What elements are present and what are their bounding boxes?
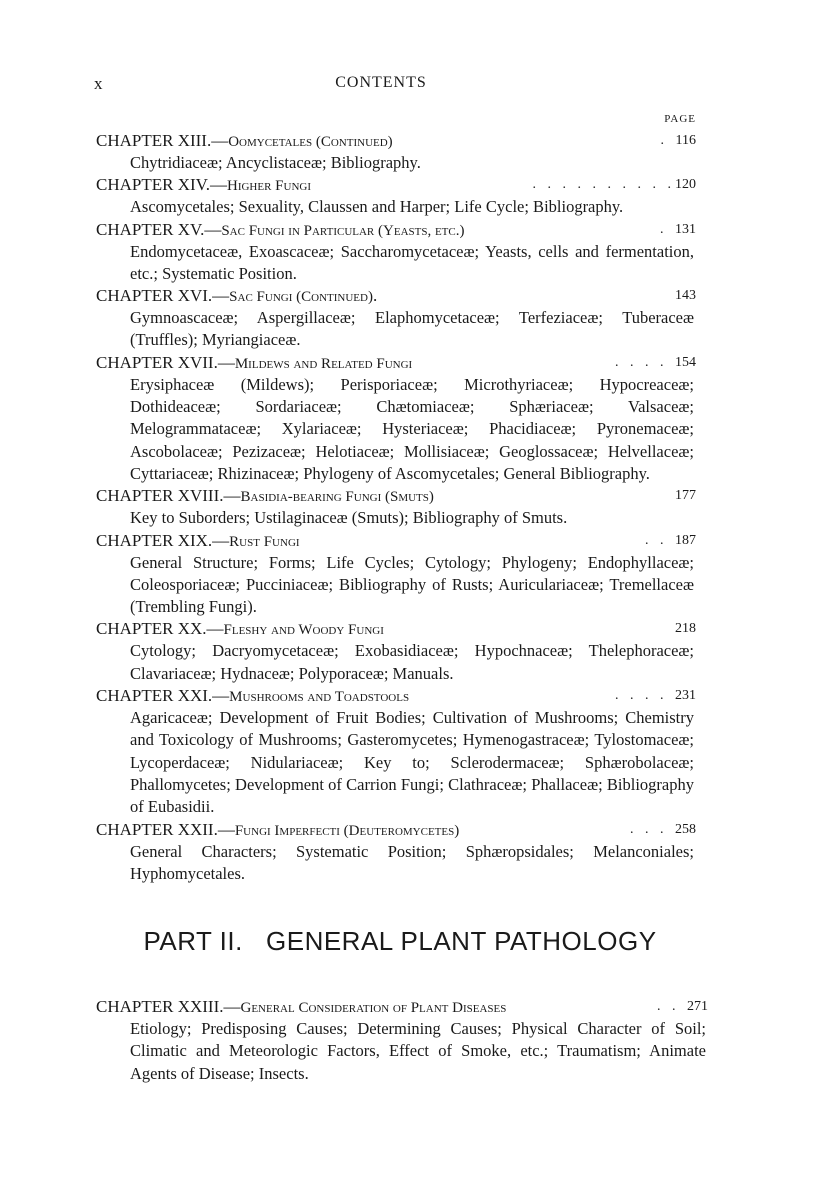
chapter-label: CHAPTER XIV.—: [96, 175, 227, 195]
chapter-label: CHAPTER XXII.—: [96, 819, 235, 839]
leader-dots: . . .: [630, 821, 675, 837]
toc-entry: [96, 174, 696, 218]
chapter-page: . . . . 154: [615, 354, 696, 370]
leader-dots: . . . .: [615, 354, 675, 370]
chapter-title: Fungi Imperfecti (Deuteromycetes): [234, 822, 460, 839]
toc-entry: [96, 285, 696, 352]
chapter-label: CHAPTER XVII.—: [96, 352, 235, 372]
chapter-contents: General Structure; Forms; Life Cycles; Cytology; Phylogeny; Endophyllaceæ; Coleosporiaceæ; Pucciniaceæ; Bibliography of Rusts; Auriculariaceæ; Tremellaceæ (Trembling Fungi).: [130, 552, 694, 617]
chapter-heading: [96, 685, 696, 707]
chapter-heading: CHAPTER XVI.—Sac Fungi (Continued). 143: [96, 286, 696, 306]
chapter-heading: [96, 352, 696, 374]
chapter-title: Mushrooms and Toadstools: [229, 689, 410, 706]
chapter-contents: Chytridiaceæ; Ancyclistaceæ; Bibliography.: [130, 153, 421, 172]
chapter-heading: [96, 485, 696, 507]
leader-dots: .: [660, 133, 676, 148]
chapter-label: CHAPTER XXIII.—: [96, 997, 241, 1016]
chapter-contents: Cytology; Dacryomycetaceæ; Exobasidiaceæ; Hypochnaceæ; Thelephoraceæ; Clavariaceæ; Hydnaceæ; Polyporaceæ; Manuals.: [130, 641, 694, 683]
leader-dots: .: [660, 221, 675, 237]
chapter-title: Basidia-bearing Fungi (Smuts): [240, 489, 434, 506]
chapter-title: Rust Fungi: [229, 533, 300, 550]
chapter-contents: Ascomycetales; Sexuality, Claussen and Harper; Life Cycle; Bibliography.: [130, 197, 624, 217]
toc-entry: [96, 996, 708, 1085]
chapter-label: CHAPTER XIII.—: [96, 131, 229, 150]
toc-entry: [96, 130, 696, 174]
chapter-contents: Gymnoascaceæ; Aspergillaceæ; Elaphomycetaceæ; Terfeziaceæ; Tuberaceæ (Truffles); Myriangiaceæ.: [130, 308, 694, 350]
chapter-title: Oomycetales (Continued): [228, 134, 393, 150]
chapter-title: General Consideration of Plant Diseases: [240, 1000, 507, 1016]
chapter-label: CHAPTER XX.—: [96, 619, 224, 639]
running-head: [94, 74, 668, 98]
chapter-title: Sac Fungi in Particular (Yeasts, etc.): [221, 222, 465, 239]
part-toc-list: [96, 996, 708, 1085]
chapter-label: CHAPTER XVIII.—: [96, 486, 241, 506]
chapter-label: CHAPTER XV.—: [96, 219, 222, 239]
chapter-contents: Etiology; Predisposing Causes; Determining Causes; Physical Character of Soil; Climatic and Meteorologic Factors, Effect of Smoke, etc.; Traumatism; Animate Agents of Disease; Insects.: [130, 1019, 706, 1083]
chapter-heading: [96, 996, 708, 1018]
chapter-heading: [96, 819, 696, 841]
leader-dots: . . . . . . . . . .: [532, 177, 675, 193]
chapter-page: 218: [675, 621, 696, 637]
toc-entry: [96, 352, 696, 485]
chapter-heading: [96, 219, 696, 241]
toc-entry: [96, 685, 696, 818]
chapter-heading: [96, 174, 696, 196]
part-heading: [0, 926, 800, 957]
part-number: PART II.: [143, 926, 243, 956]
leader-dots: . .: [657, 999, 687, 1014]
page-column-label: PAGE: [664, 113, 696, 125]
chapter-label: CHAPTER XXI.—: [96, 686, 230, 706]
chapter-page: . . . 258: [630, 821, 696, 837]
chapter-page: . . 187: [645, 532, 696, 548]
chapter-contents: Agaricaceæ; Development of Fruit Bodies; Cultivation of Mushrooms; Chemistry and Toxicology of Mushrooms; Gasteromycetes; Hymenogastraceæ; Tylostomaceæ; Lycoperdaceæ; Nidulariaceæ; Key to; Sclerodermaceæ; Sphærobolaceæ; Phallomycetes; Development of Carrion Fungi; Clathraceæ; Phallaceæ; Bibliography of Eubasidii.: [130, 708, 694, 817]
leader-dots: . . . .: [615, 688, 675, 704]
chapter-heading: [96, 530, 696, 552]
chapter-heading: [96, 130, 696, 152]
chapter-title: Mildews and Related Fungi: [234, 355, 413, 372]
chapter-page: . . 271: [657, 999, 708, 1014]
toc-entry: [96, 530, 696, 619]
leader-dots: . .: [645, 532, 675, 548]
chapter-page: . . . . 231: [615, 688, 696, 704]
chapter-page: 177: [675, 488, 696, 504]
chapter-page: . 116: [660, 133, 696, 148]
toc-entry: [96, 618, 696, 685]
toc-entry: [96, 219, 696, 286]
chapter-title: Fleshy and Woody Fungi: [223, 622, 384, 639]
chapter-heading: [96, 618, 696, 640]
chapter-title: Higher Fungi: [226, 178, 312, 195]
part-title: GENERAL PLANT PATHOLOGY: [266, 926, 657, 956]
toc-entry: [96, 819, 696, 886]
chapter-page: 143: [675, 288, 696, 304]
chapter-page: . 131: [660, 221, 696, 237]
chapter-label: CHAPTER XVI.—: [96, 286, 230, 306]
page-folio: x: [94, 74, 103, 93]
chapter-contents: Erysiphaceæ (Mildews); Perisporiaceæ; Microthyriaceæ; Hypocreaceæ; Dothideaceæ; Sordariaceæ; Chætomiaceæ; Sphæriaceæ; Valsaceæ; Melogrammataceæ; Xylariaceæ; Hysteriaceæ; Phacidiaceæ; Pyronemaceæ; Ascobolaceæ; Pezizaceæ; Helotiaceæ; Mollisiaceæ; Geoglossaceæ; Helvellaceæ; Cyttariaceæ; Rhizinaceæ; Phylogeny of Ascomycetales; General Bibliography.: [130, 374, 694, 483]
chapter-contents: General Characters; Systematic Position; Sphæropsidales; Melanconiales; Hyphomycetales.: [130, 841, 694, 883]
chapter-title: Sac Fungi (Continued): [229, 289, 373, 306]
chapter-label: CHAPTER XIX.—: [96, 530, 230, 550]
toc-entry: [96, 485, 696, 529]
chapter-contents: Key to Suborders; Ustilaginaceæ (Smuts); Bibliography of Smuts.: [130, 508, 568, 528]
chapter-page: . . . . . . . . . .120: [532, 177, 696, 193]
chapter-contents: Endomycetaceæ, Exoascaceæ; Saccharomycetaceæ; Yeasts, cells and fermentation, etc.; Systematic Position.: [130, 241, 694, 283]
toc-list: [96, 130, 696, 885]
running-title: CONTENTS: [335, 74, 427, 91]
